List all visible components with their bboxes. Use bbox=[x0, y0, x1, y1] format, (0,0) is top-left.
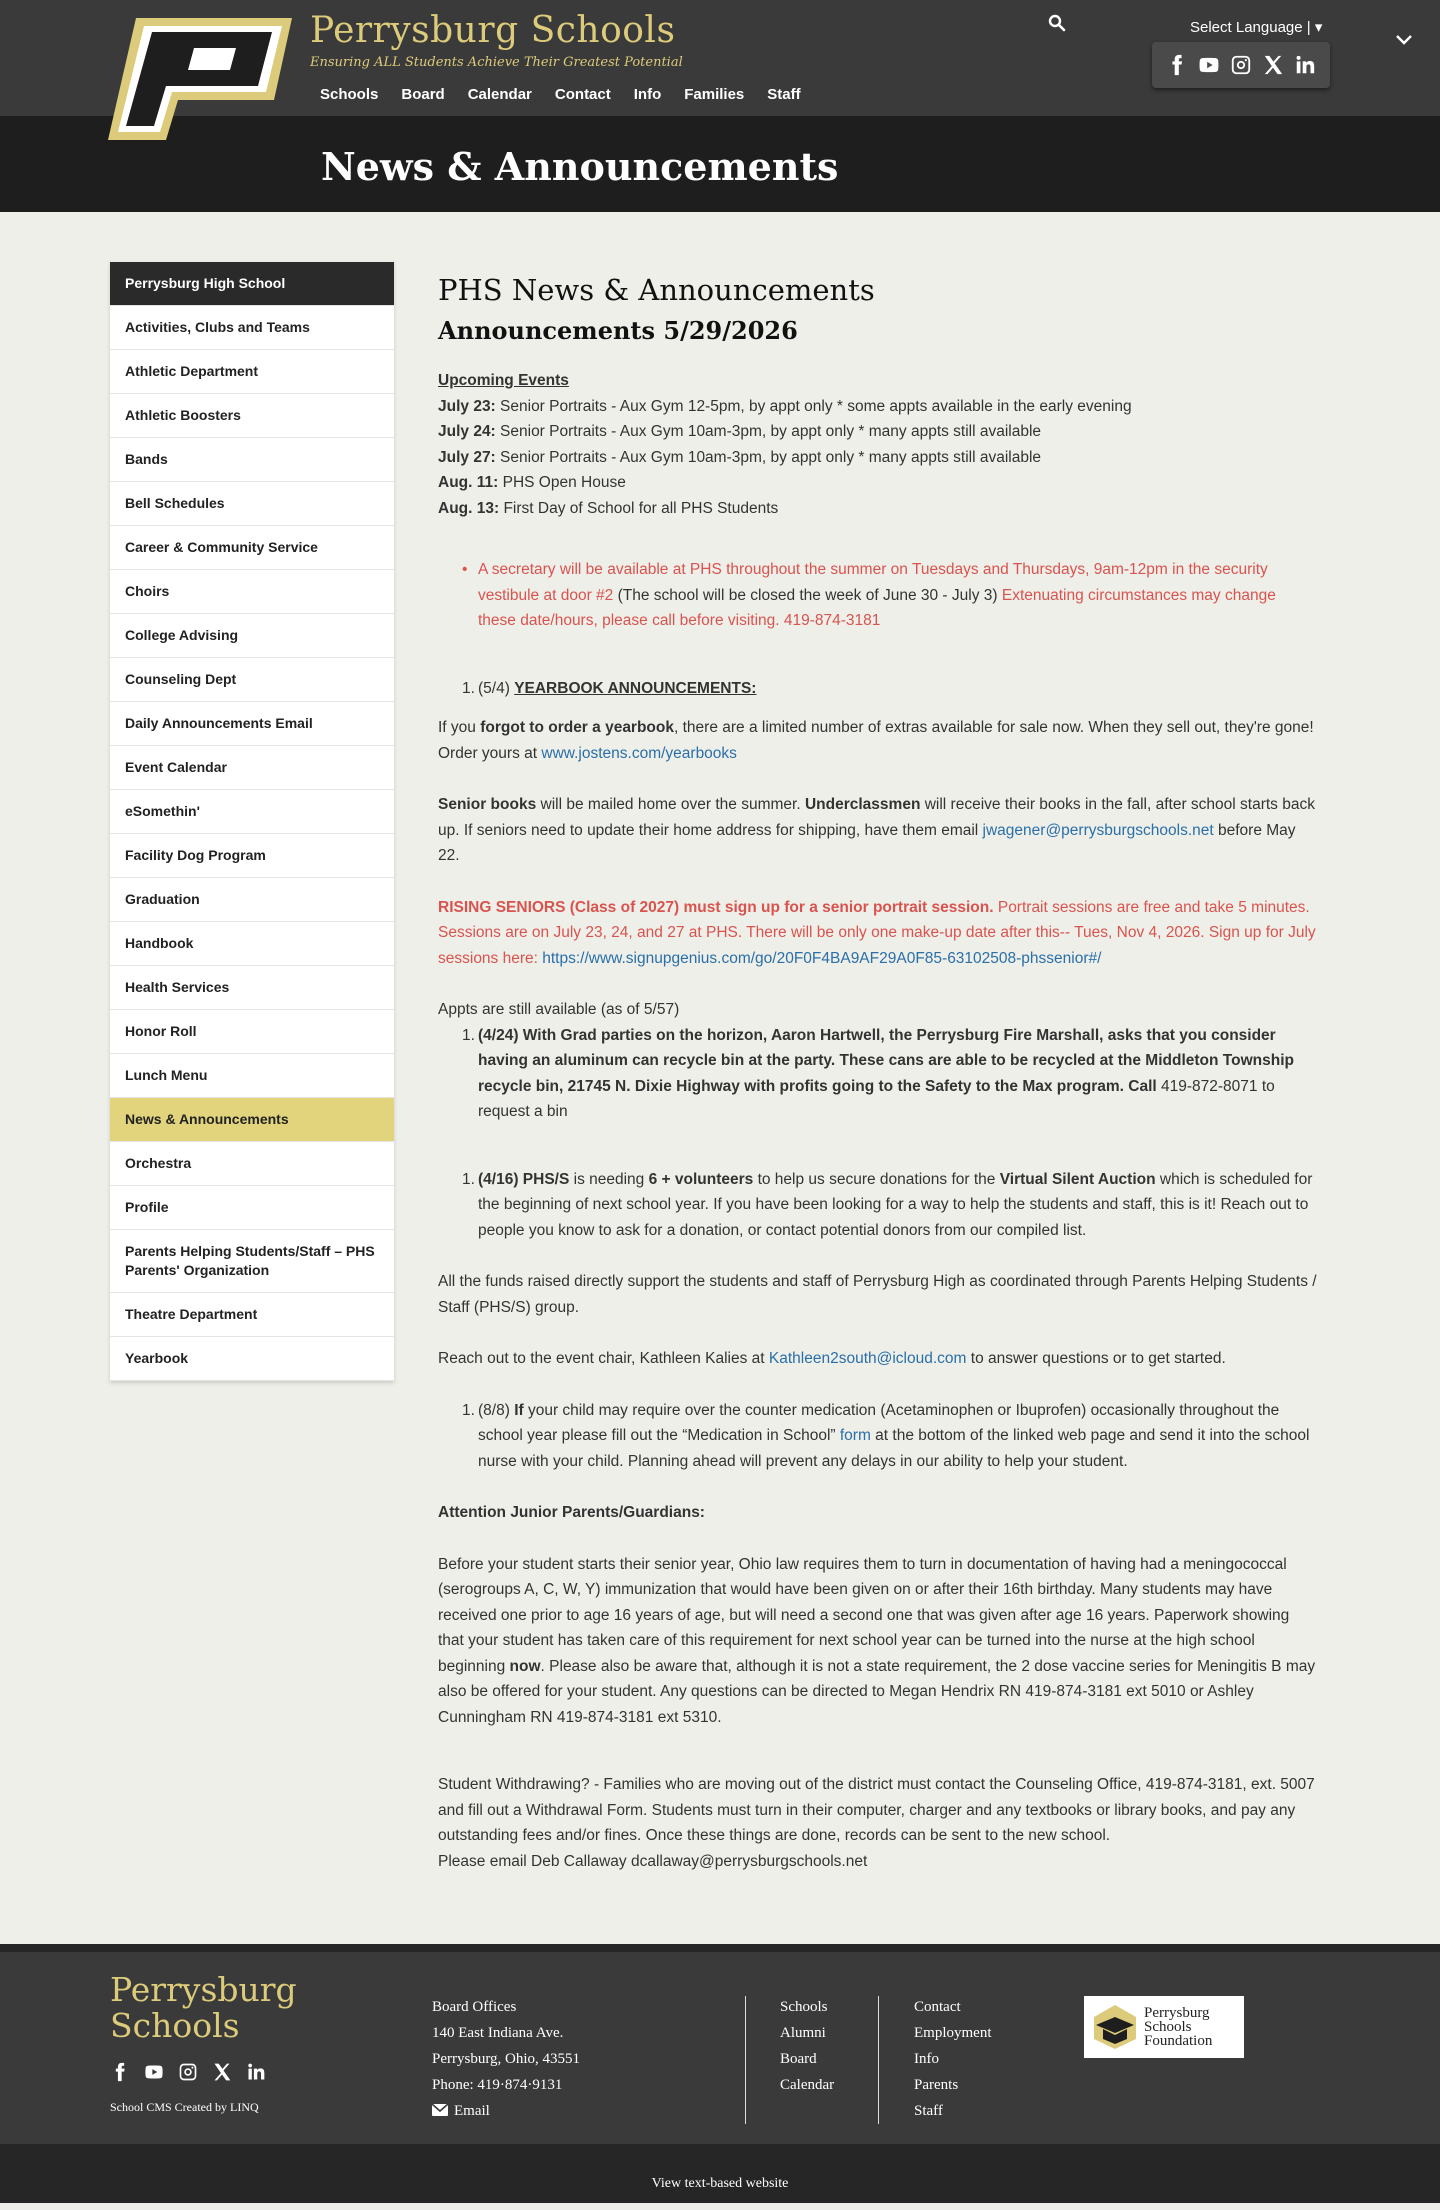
footer-address: Board Offices 140 East Indiana Ave. Perrysburg, Ohio, 43551 Phone: 419·874·9131 Email bbox=[432, 1994, 580, 2124]
schools-foundation-logo[interactable]: Perrysburg Schools Foundation bbox=[1084, 1996, 1244, 2058]
main-nav bbox=[320, 86, 824, 103]
footer-links-col2 bbox=[914, 1994, 992, 2124]
sidebar-item-athletic-department[interactable]: Athletic Department bbox=[110, 350, 394, 394]
facebook-icon[interactable] bbox=[110, 2062, 130, 2082]
envelope-icon bbox=[432, 2104, 448, 2116]
facebook-icon[interactable] bbox=[1166, 54, 1188, 76]
nav-calendar[interactable]: Calendar bbox=[467, 86, 532, 103]
sidebar-item-yearbook[interactable]: Yearbook bbox=[110, 1337, 394, 1381]
footer-link-schools[interactable]: Schools bbox=[780, 1999, 828, 2015]
sidebar-item-theatre[interactable]: Theatre Department bbox=[110, 1293, 394, 1337]
nav-info[interactable]: Info bbox=[633, 86, 662, 103]
upcoming-events bbox=[438, 368, 1318, 521]
sidebar-item-profile[interactable]: Profile bbox=[110, 1186, 394, 1230]
footer-link-calendar[interactable]: Calendar bbox=[780, 2077, 835, 2093]
footer-link-parents[interactable]: Parents bbox=[914, 2077, 959, 2093]
footer-link-staff[interactable]: Staff bbox=[914, 2103, 943, 2119]
sidebar-item-orchestra[interactable]: Orchestra bbox=[110, 1142, 394, 1186]
sidebar-item-lunch-menu[interactable]: Lunch Menu bbox=[110, 1054, 394, 1098]
youtube-icon[interactable] bbox=[1198, 54, 1220, 76]
kalies-email-link[interactable]: Kathleen2south@icloud.com bbox=[768, 1350, 967, 1367]
withdraw-text: Student Withdrawing? - Families who are moving out of the district must contact the Counseling Office, 419-874-3181, ext. 5007 and fill out a Withdrawal Form. Students must turn in their computer, charger and any textbooks or library books, and pay any outstanding fees and/or fines. Once these things are done, records can be sent to the new school. bbox=[438, 1776, 1315, 1844]
footer-social-links bbox=[110, 2062, 266, 2082]
instagram-icon[interactable] bbox=[178, 2062, 198, 2082]
yearbook-order-text: If you forgot to order a yearbook, there are a limited number of extras available for sale now. When they sell out, they're gone! Order yours at www.jostens.com/yearbooks bbox=[438, 719, 1314, 762]
footer-link-contact[interactable]: Contact bbox=[914, 1999, 961, 2015]
funds-text: All the funds raised directly support the students and staff of Perrysburg High as coordinated through Parents Helping Students / Staff (PHS/S) group. bbox=[438, 1273, 1317, 1316]
x-twitter-icon[interactable] bbox=[1262, 54, 1284, 76]
announcements-date-heading: Announcements 5/29/2026 bbox=[438, 316, 798, 345]
event-item: July 24: Senior Portraits - Aux Gym 10am-3pm, by appt only * many appts still available bbox=[438, 423, 1042, 440]
instagram-icon[interactable] bbox=[1230, 54, 1252, 76]
yearbook-shipping-text: Senior books will be mailed home over the summer. Underclassmen will receive their books in the fall, after school starts back up. If seniors need to update their home address for shipping, have them email jwagener@perrysburgschools.net before May 22. bbox=[438, 796, 1315, 864]
perrysburg-p-logo[interactable] bbox=[108, 18, 292, 140]
sidebar-item-career[interactable]: Career & Community Service bbox=[110, 526, 394, 570]
sidebar-item-facility-dog[interactable]: Facility Dog Program bbox=[110, 834, 394, 878]
junior-parents-heading: Attention Junior Parents/Guardians: bbox=[438, 1504, 705, 1521]
nav-families[interactable]: Families bbox=[684, 86, 745, 103]
upcoming-events-label: Upcoming Events bbox=[438, 372, 569, 389]
nav-staff[interactable]: Staff bbox=[767, 86, 801, 103]
article-content bbox=[438, 262, 1318, 1874]
sidebar-item-phs-parents[interactable]: Parents Helping Students/Staff – PHS Parents' Organization bbox=[110, 1230, 394, 1293]
medication-item: 1. (8/8) If your child may require over the counter medication (Acetaminophen or Ibuprofen) occasionally throughout the school year please fill out the “Medication in School” form at the bottom of the linked web page and send it into the school nurse with your child. Planning ahead will prevent any delays in our ability to help your student. bbox=[438, 1398, 1318, 1475]
nav-board[interactable]: Board bbox=[401, 86, 445, 103]
footer-site-title[interactable]: Perrysburg Schools bbox=[110, 1970, 297, 2045]
event-item: July 27: Senior Portraits - Aux Gym 10am-3pm, by appt only * many appts still available bbox=[438, 448, 1042, 466]
sidebar-item-counseling[interactable]: Counseling Dept bbox=[110, 658, 394, 702]
withdraw-email-text: Please email Deb Callaway dcallaway@perrysburgschools.net bbox=[438, 1852, 868, 1870]
graduation-cap-icon bbox=[1092, 2003, 1138, 2051]
sidebar-item-athletic-boosters[interactable]: Athletic Boosters bbox=[110, 394, 394, 438]
page-title: PHS News & Announcements bbox=[438, 273, 875, 307]
sidebar-item-high-school[interactable]: Perrysburg High School bbox=[110, 262, 394, 306]
jostens-link[interactable]: www.jostens.com/yearbooks bbox=[541, 744, 737, 762]
footer-divider bbox=[878, 1996, 879, 2124]
site-footer bbox=[0, 1944, 1440, 2144]
footer-link-board[interactable]: Board bbox=[780, 2051, 817, 2067]
site-title[interactable]: Perrysburg Schools bbox=[310, 10, 676, 51]
youtube-icon[interactable] bbox=[144, 2062, 164, 2082]
sidebar-item-handbook[interactable]: Handbook bbox=[110, 922, 394, 966]
sidebar-item-choirs[interactable]: Choirs bbox=[110, 570, 394, 614]
cms-credit[interactable]: School CMS Created by LINQ bbox=[110, 2100, 259, 2114]
social-links bbox=[1152, 42, 1330, 88]
sidebar-item-news[interactable]: News & Announcements bbox=[110, 1098, 394, 1142]
wagener-email-link[interactable]: jwagener@perrysburgschools.net bbox=[982, 821, 1214, 839]
event-item: July 23: Senior Portraits - Aux Gym 12-5pm, by appt only * some appts available in the early evening bbox=[438, 397, 1132, 415]
language-select[interactable]: Select Language | ▾ bbox=[1190, 19, 1323, 36]
chevron-down-icon[interactable] bbox=[1393, 28, 1415, 50]
footer-links-col1 bbox=[780, 1994, 834, 2098]
event-item: Aug. 13: First Day of School for all PHS Students bbox=[438, 499, 779, 517]
footer-link-employment[interactable]: Employment bbox=[914, 2025, 992, 2041]
recycle-item: 1. (4/24) With Grad parties on the horizon, Aaron Hartwell, the Perrysburg Fire Marshall, asks that you consider having an aluminum can recycle bin at the party. These cans are able to be recycled at the Middleton Township recycle bin, 21745 N. Dixie Highway with profits going to the Safety to the Max program. Call 419-872-8071 to request a bin bbox=[438, 1023, 1318, 1125]
banner-title: News & Announcements bbox=[321, 144, 839, 189]
auction-item: 1. (4/16) PHS/S is needing 6 + volunteers to help us secure donations for the Virtual Silent Auction which is scheduled for the beginning of next school year. If you have been looking for a way to help the students and staff, this is it! Reach out to people you know to ask for a donation, or contact potential donors from our compiled list. bbox=[438, 1167, 1318, 1244]
site-header bbox=[0, 0, 1440, 116]
sidebar-item-graduation[interactable]: Graduation bbox=[110, 878, 394, 922]
sidebar-item-college-advising[interactable]: College Advising bbox=[110, 614, 394, 658]
sidebar-item-honor-roll[interactable]: Honor Roll bbox=[110, 1010, 394, 1054]
sidebar-item-esomethin[interactable]: eSomethin' bbox=[110, 790, 394, 834]
junior-parents-text: Before your student starts their senior year, Ohio law requires them to turn in documentation of having had a meningococcal (serogroups A, C, W, Y) immunization that would have been given on or after their 16th birthday. Many students may have received one prior to age 16 years of age, but will need a second one that was given after age 16 years. Paperwork showing that your student has taken care of this requirement for next school year can be turned into the nurse at the high school beginning now. Please also be aware that, although it is not a state requirement, the 2 dose vaccine series for Meningitis B may also be offered for your student. Any questions can be directed to Megan Hendrix RN 419-874-3181 ext 5010 or Ashley Cunningham RN 419-874-3181 ext 5310. bbox=[438, 1555, 1316, 1726]
event-item: Aug. 11: PHS Open House bbox=[438, 474, 626, 491]
x-twitter-icon[interactable] bbox=[212, 2062, 232, 2082]
main-area bbox=[0, 212, 1440, 1944]
bottom-bar bbox=[0, 2144, 1440, 2203]
footer-divider bbox=[745, 1996, 746, 2124]
footer-link-info[interactable]: Info bbox=[914, 2051, 939, 2067]
sidebar-item-bands[interactable]: Bands bbox=[110, 438, 394, 482]
sidebar-item-health-services[interactable]: Health Services bbox=[110, 966, 394, 1010]
nav-contact[interactable]: Contact bbox=[554, 86, 611, 103]
footer-email-link[interactable]: Email bbox=[432, 2098, 580, 2124]
linkedin-icon[interactable] bbox=[1294, 54, 1316, 76]
nav-schools[interactable]: Schools bbox=[320, 86, 379, 103]
sidebar-item-daily-announcements[interactable]: Daily Announcements Email bbox=[110, 702, 394, 746]
footer-link-alumni[interactable]: Alumni bbox=[780, 2025, 826, 2041]
appts-available-text: Appts are still available (as of 5/57) bbox=[438, 1001, 680, 1018]
yearbook-heading: 1. (5/4) YEARBOOK ANNOUNCEMENTS: bbox=[438, 676, 1318, 702]
sidebar-item-activities[interactable]: Activities, Clubs and Teams bbox=[110, 306, 394, 350]
medication-form-link[interactable]: form bbox=[839, 1427, 871, 1444]
event-chair-text: Reach out to the event chair, Kathleen Kalies at Kathleen2south@icloud.com to answer questions or to get started. bbox=[438, 1350, 1226, 1367]
sidebar-item-bell-schedules[interactable]: Bell Schedules bbox=[110, 482, 394, 526]
site-tagline: Ensuring ALL Students Achieve Their Greatest Potential bbox=[310, 55, 683, 70]
search-icon[interactable] bbox=[1048, 14, 1066, 32]
secretary-notice: • A secretary will be available at PHS throughout the summer on Tuesdays and Thursdays, 9am-12pm in the security vestibule at door #2 (The school will be closed the week of June 30 - July 3) Extenuating circumstances may change these date/hours, please call before visiting. 419-874-3181 bbox=[438, 557, 1318, 634]
rising-seniors-text: RISING SENIORS (Class of 2027) must sign up for a senior portrait session. Portrait sessions are free and take 5 minutes. Sessions are on July 23, 24, and 27 at PHS. There will be only one make-up date after this-- Tues, Nov 4, 2026. Sign up for July sessions here: https://www.signupgenius.com/go/20F0F4BA9AF29A0F85-63102508-phssenior#/ bbox=[438, 898, 1316, 967]
sidebar-item-event-calendar[interactable]: Event Calendar bbox=[110, 746, 394, 790]
signupgenius-link[interactable]: https://www.signupgenius.com/go/20F0F4BA9AF29A0F85-63102508-phssenior#/ bbox=[542, 949, 1102, 967]
linkedin-icon[interactable] bbox=[246, 2062, 266, 2082]
text-based-website-link[interactable]: View text-based website bbox=[651, 2176, 789, 2191]
sidebar-nav bbox=[110, 262, 394, 1381]
